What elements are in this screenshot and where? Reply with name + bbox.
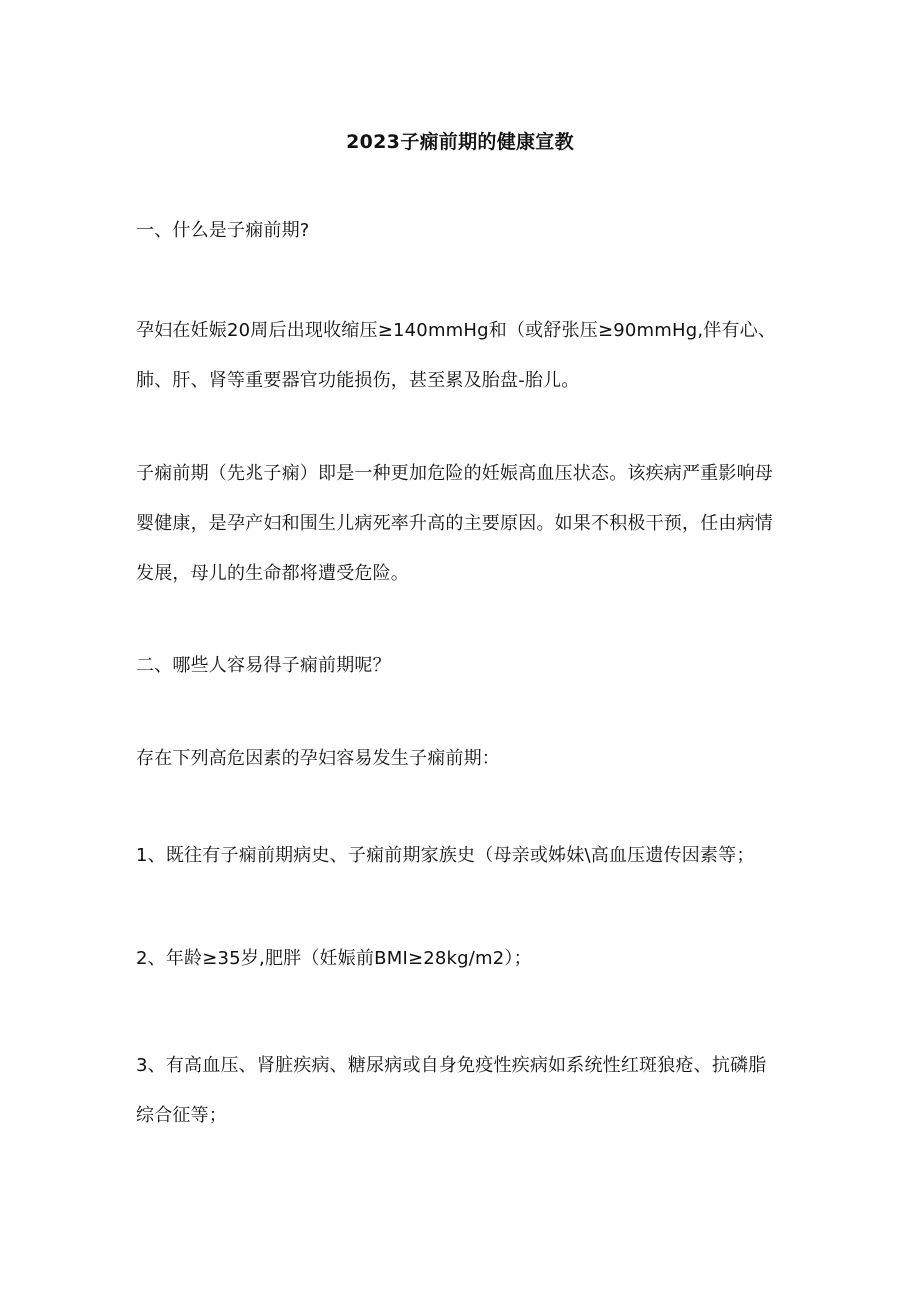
section-1-heading: 一、什么是子痫前期? xyxy=(136,220,310,241)
section-1-para-1-line-1: 孕妇在妊娠20周后出现收缩压≥140mmHg和（或舒张压≥90mmHg,伴有心、 xyxy=(136,320,777,341)
risk-item-1: 1、既往有子痫前期病史、子痫前期家族史（母亲或姊妹\高血压遗传因素等； xyxy=(136,845,755,866)
risk-item-2: 2、年龄≥35岁,肥胖（妊娠前BMI≥28kg∕m2）； xyxy=(136,948,532,969)
section-1-para-1-line-2: 肺、肝、肾等重要器官功能损伤，甚至累及胎盘-胎儿。 xyxy=(136,370,580,391)
section-1-para-2-line-3: 发展，母儿的生命都将遭受危险。 xyxy=(136,563,409,584)
document-title: 2023子痫前期的健康宣教 xyxy=(346,131,574,153)
risk-item-3-line-2: 综合征等； xyxy=(136,1105,227,1126)
risk-item-3-line-1: 3、有高血压、肾脏疾病、糖尿病或自身免疫性疾病如系统性红斑狼疮、抗磷脂 xyxy=(136,1055,767,1076)
section-2-intro: 存在下列高危因素的孕妇容易发生子痫前期： xyxy=(136,748,500,769)
section-2-heading: 二、哪些人容易得子痫前期呢？ xyxy=(136,655,391,676)
section-1-para-2-line-2: 婴健康，是孕产妇和围生儿病死率升高的主要原因。如果不积极干预，任由病情 xyxy=(136,513,773,534)
section-1-para-2-line-1: 子痫前期（先兆子痫）即是一种更加危险的妊娠高血压状态。该疾病严重影响母 xyxy=(136,463,773,484)
